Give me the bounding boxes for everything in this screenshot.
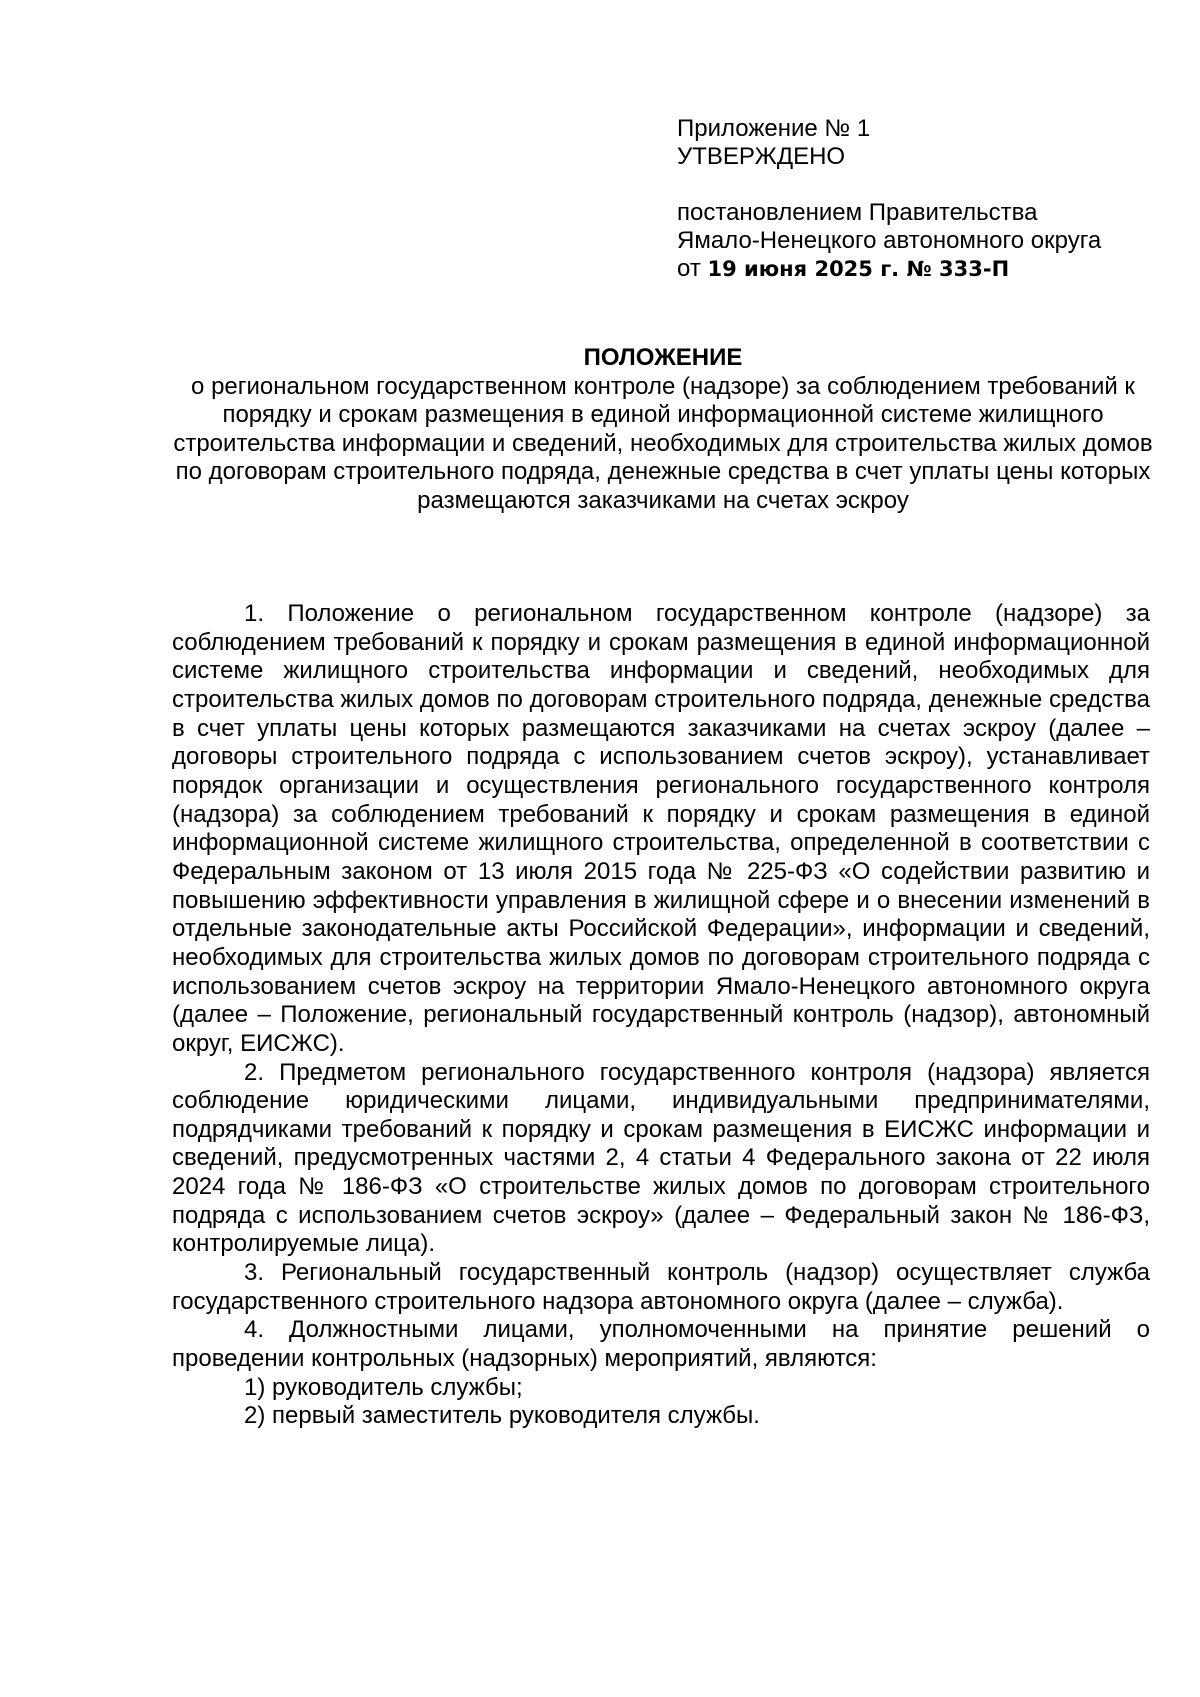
resolution-date-line bbox=[677, 255, 1157, 283]
document-body bbox=[172, 600, 1150, 1431]
paragraph-1: 1. Положение о региональном государственном контроле (надзоре) за соблюдением требований к порядку и срокам размещения в единой информационной системе жилищного строительства информации и сведений, необходимых для строительства жилых домов по договорам строительного подряда, денежные средства в счет уплаты цены которых размещаются заказчиками на счетах эскроу (далее – договоры строительного подряда с использованием счетов эскроу), устанавливает порядок организации и осуществления регионального государственного контроля (надзора) за соблюдением требований к порядку и срокам размещения в единой информационной системе жилищного строительства, определенной в соответствии с Федеральным законом от 13 июля 2015 года № 225-ФЗ «О содействии развитию и повышению эффективности управления в жилищной сфере и о внесении изменений в отдельные законодательные акты Российской Федерации», информации и сведений, необходимых для строительства жилых домов по договорам строительного подряда с использованием счетов эскроу на территории Ямало-Ненецкого автономного округа (далее – Положение, региональный государственный контроль (надзор), автономный округ, ЕИСЖС). bbox=[172, 600, 1150, 1057]
list-item-1: 1) руководитель службы; bbox=[244, 1373, 523, 1401]
resolution-line-1: постановлением Правительства bbox=[677, 199, 1038, 226]
spacer bbox=[677, 171, 1157, 199]
paragraph-4: 4. Должностными лицами, уполномоченными на принятие решений о проведении контрольных (надзорных) мероприятий, являются: bbox=[172, 1316, 1150, 1373]
date-prefix: от bbox=[677, 255, 701, 282]
document-title-block bbox=[168, 344, 1158, 516]
approval-block bbox=[677, 115, 1157, 283]
appendix-label: Приложение № 1 bbox=[677, 115, 871, 142]
document-title: ПОЛОЖЕНИЕ bbox=[583, 344, 743, 371]
paragraph-3: 3. Региональный государственный контроль (надзор) осуществляет служба государственного строительного надзора автономного округа (далее – служба). bbox=[172, 1259, 1150, 1315]
document-subtitle: о региональном государственном контроле (надзоре) за соблюдением требований к порядку и срокам размещения в единой информационной системе жилищного строительства информации и сведений, необходимых для строительства жилых домов по договорам строительного подряда, денежные средства в счет уплаты цены которых размещаются заказчиками на счетах эскроу bbox=[173, 372, 1153, 514]
resolution-line-2: Ямало-Ненецкого автономного округа bbox=[677, 227, 1102, 254]
list-item-2: 2) первый заместитель руководителя службы. bbox=[244, 1402, 760, 1430]
paragraph-2: 2. Предметом регионального государственного контроля (надзора) является соблюдение юридическими лицами, индивидуальными предпринимателями, подрядчиками требований к порядку и срокам размещения в ЕИСЖС информации и сведений, предусмотренных частями 2, 4 статьи 4 Федерального закона от 22 июля 2024 года № 186-ФЗ «О строительстве жилых домов по договорам строительного подряда с использованием счетов эскроу» (далее – Федеральный закон № 186-ФЗ, контролируемые лица). bbox=[172, 1058, 1150, 1258]
approved-label: УТВЕРЖДЕНО bbox=[677, 143, 846, 170]
resolution-date: 19 июня 2025 г. № 333-П bbox=[707, 257, 1010, 281]
